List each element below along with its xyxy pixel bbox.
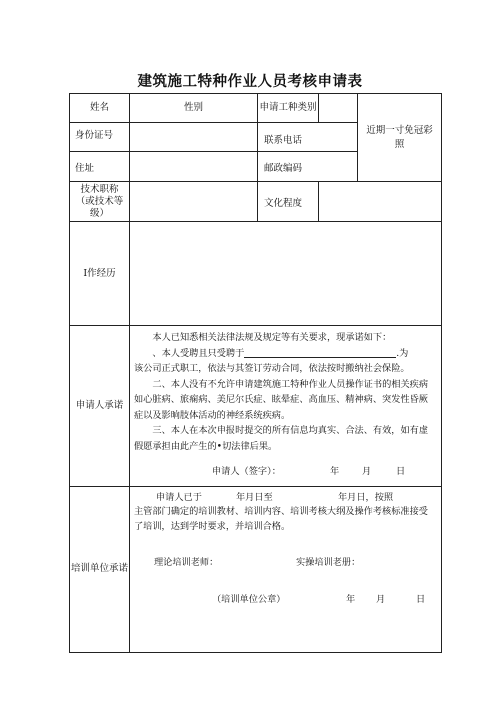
tech-title-label: 技术职称（或技术等级）	[70, 182, 130, 222]
pledge-day: 日	[396, 466, 406, 477]
education-field[interactable]	[319, 182, 442, 222]
address-label: 住址	[70, 152, 130, 182]
teachers-line	[134, 556, 437, 571]
pledge-item-1-start: 、本人受聘且只受聘于	[152, 347, 245, 359]
training-day: 日	[416, 593, 426, 605]
training-label: 培训单位承诺	[70, 486, 130, 652]
pledge-item-1	[134, 346, 437, 362]
training-year: 年	[346, 593, 356, 605]
postcode-label: 邮政编码	[258, 152, 358, 182]
pledge-content	[130, 326, 442, 487]
pledge-month: 月	[362, 466, 372, 477]
training-line-1-a: 申请人已于	[156, 491, 202, 503]
education-label: 文化程度	[258, 182, 319, 222]
work-history-label: I作经历	[70, 222, 130, 326]
pledge-item-2: 二、本人没有不允许申请建筑施工特种作业人员操作证书的相关疾病 如心脏病、旅痫病、美尼尔氏症、眩晕症、高血压、精神病、突发性昏厥症以及影晌肢体活动的神经系统疾病。	[134, 378, 429, 421]
job-type-field[interactable]	[319, 94, 358, 123]
training-seal-label: （培训单位公章）	[212, 593, 286, 605]
row-title	[70, 182, 442, 222]
address-field[interactable]	[130, 152, 258, 182]
page-title: 建筑施工特种作业人员考核申请表	[137, 74, 363, 90]
phone-label: 联系电话	[258, 123, 358, 152]
photo-box: 近期一寸免冠彩照	[358, 94, 442, 182]
row-name	[70, 94, 442, 123]
seal-line	[134, 593, 437, 608]
id-field[interactable]	[130, 123, 258, 152]
tech-title-field[interactable]	[130, 182, 258, 222]
row-training	[70, 486, 442, 652]
pledge-signature-line	[134, 464, 437, 480]
theory-teacher-label: 理论培训老师：	[154, 557, 219, 568]
training-content	[130, 486, 442, 652]
training-line-2: 主管部门确定的培训教材、培训内容、培训考核大纲及操作考核标准接受了培训，达到学时要求，并培训合格。	[134, 506, 428, 532]
gender-label: 性别	[130, 94, 258, 123]
pledge-intro: 本人已知悉相关法律法规及规定等有关要求，现承诺如下：	[152, 332, 392, 343]
training-month: 月	[376, 593, 386, 605]
id-label: 身份证号	[70, 123, 130, 152]
row-pledge	[70, 326, 442, 487]
practice-teacher-label: 实操培训老册：	[296, 557, 361, 568]
application-form-table	[69, 93, 442, 653]
training-line-1-c: 年月日，按照	[338, 491, 394, 503]
job-type-label: 申请工种类别	[258, 94, 319, 123]
row-work-history	[70, 222, 442, 326]
pledge-year: 年	[330, 466, 340, 477]
pledge-item-3: 三、本人在本次申报时提交的所有信息均真实、合法、有效，如有虚假愿承担由此产生的•切法律后果。	[134, 425, 429, 452]
training-line-1-b: 年月日至	[236, 491, 273, 503]
training-line-1	[134, 491, 437, 506]
pledge-label: 申请人承诺	[70, 326, 130, 487]
pledge-item-1-end: .为	[396, 347, 409, 359]
applicant-signature-label: 申请人（签字）：	[212, 466, 281, 477]
work-history-field[interactable]	[130, 222, 442, 326]
name-label: 姓名	[70, 94, 130, 123]
employer-blank[interactable]	[244, 347, 396, 358]
pledge-item-1-cont: 该公司正式职工，依法与其签订劳动合同，依法按时搬纳社会保险。	[134, 363, 410, 374]
